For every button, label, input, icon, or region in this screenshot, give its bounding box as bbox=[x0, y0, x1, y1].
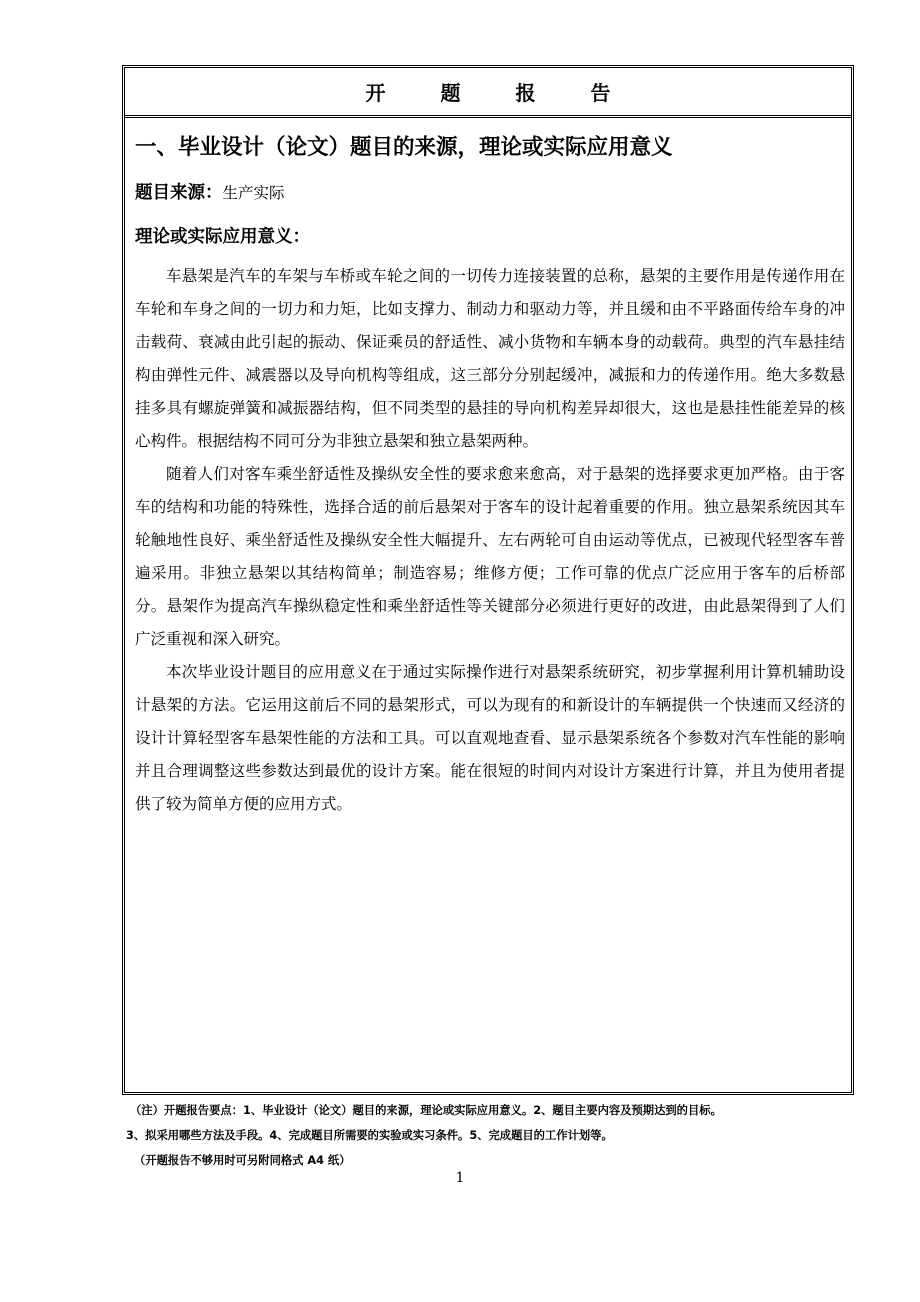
title-row bbox=[125, 68, 851, 118]
report-notes bbox=[126, 1098, 860, 1173]
topic-source-label: 题目来源： bbox=[135, 183, 223, 203]
page-number: 1 bbox=[455, 1170, 465, 1186]
report-title: 开 题 报 告 bbox=[365, 81, 635, 105]
significance-body bbox=[135, 260, 845, 821]
topic-source bbox=[135, 178, 845, 208]
report-frame bbox=[122, 65, 854, 1095]
significance-heading: 理论或实际应用意义： bbox=[135, 227, 310, 247]
paragraph-1: 车悬架是汽车的车架与车桥或车轮之间的一切传力连接装置的总称，悬架的主要作用是传递作用在车轮和车身之间的一切力和力矩，比如支撑力、制动力和驱动力等，并且缓和由不平路面传给车身的冲击载荷、衰减由此引起的振动、保证乘员的舒适性、减小货物和车辆本身的动载荷。典型的汽车悬挂结构由弹性元件、减震器以及导向机构等组成，这三部分分别起缓冲，减振和力的传递作用。绝大多数悬挂多具有螺旋弹簧和减振器结构，但不同类型的悬挂的导向机构差异却很大，这也是悬挂性能差异的核心构件。根据结构不同可分为非独立悬架和独立悬架两种。 bbox=[135, 267, 845, 450]
paragraph-3: 本次毕业设计题目的应用意义在于通过实际操作进行对悬架系统研究，初步掌握利用计算机辅助设计悬架的方法。它运用这前后不同的悬架形式，可以为现有的和新设计的车辆提供一个快速而又经济的设计计算轻型客车悬架性能的方法和工具。可以直观地查看、显示悬架系统各个参数对汽车性能的影响并且合理调整这些参数达到最优的设计方案。能在很短的时间内对设计方案进行计算，并且为使用者提供了较为简单方便的应用方式。 bbox=[135, 663, 845, 813]
section-heading: 一、毕业设计（论文）题目的来源，理论或实际应用意义 bbox=[135, 135, 673, 160]
report-content bbox=[135, 126, 845, 1086]
paragraph-2: 随着人们对客车乘坐舒适性及操纵安全性的要求愈来愈高，对于悬架的选择要求更加严格。由于客车的结构和功能的特殊性，选择合适的前后悬架对于客车的设计起着重要的作用。独立悬架系统因其车轮触地性良好、乘坐舒适性及操纵安全性大幅提升、左右两轮可自由运动等优点，已被现代轻型客车普遍采用。非独立悬架以其结构简单；制造容易；维修方便；工作可靠的优点广泛应用于客车的后桥部分。悬架作为提高汽车操纵稳定性和乘坐舒适性等关键部分必须进行更好的改进，由此悬架得到了人们广泛重视和深入研究。 bbox=[135, 465, 845, 648]
topic-source-value: 生产实际 bbox=[222, 184, 285, 202]
note-line-1: （注）开题报告要点：1、毕业设计（论文）题目的来源，理论或实际应用意义。2、题目主要内容及预期达到的目标。 bbox=[130, 1104, 722, 1117]
note-line-2: 3、拟采用哪些方法及手段。4、完成题目所需要的实验或实习条件。5、完成题目的工作计划等。 bbox=[126, 1129, 613, 1142]
note-line-3: （开题报告不够用时可另附同格式 A4 纸） bbox=[134, 1154, 351, 1167]
